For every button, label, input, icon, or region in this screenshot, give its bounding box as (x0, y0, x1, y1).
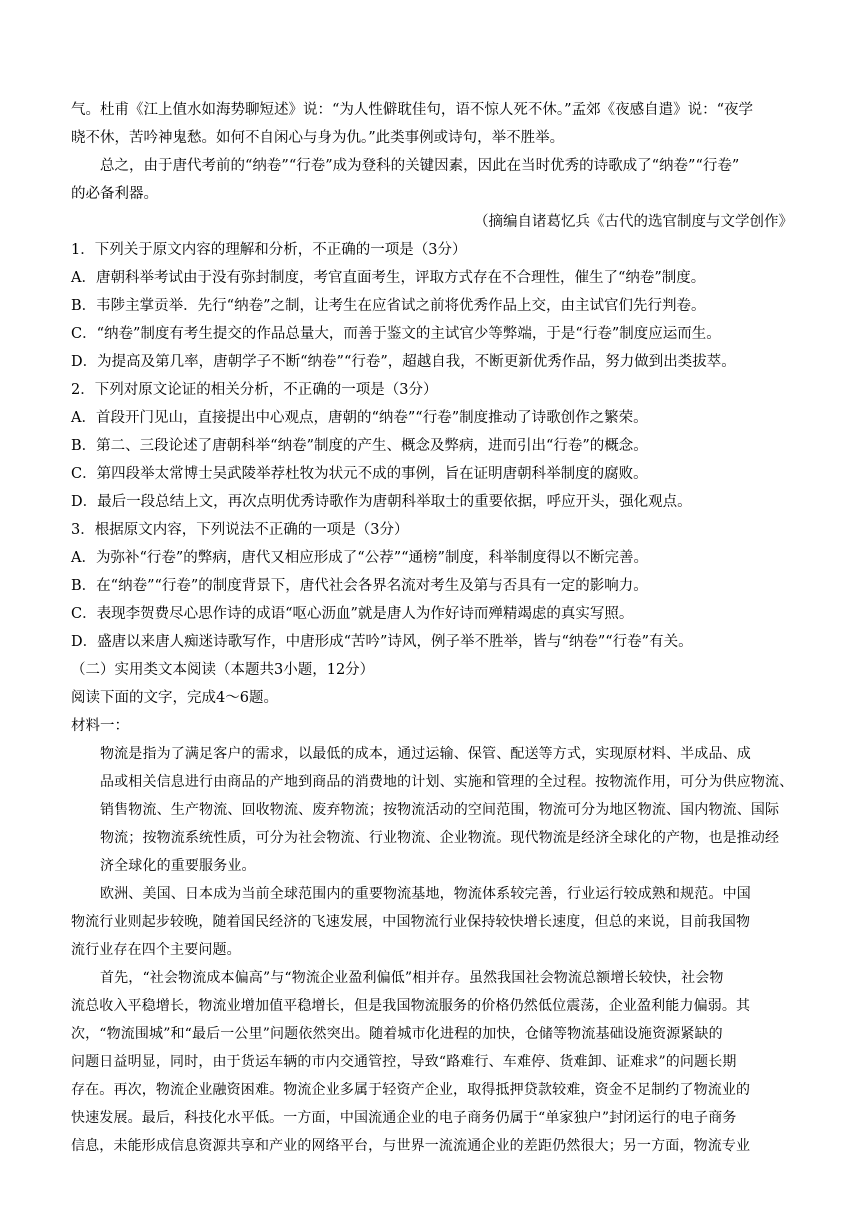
material-line: 物流行业则起步较晚，随着国民经济的飞速发展，中国物流行业保持较快增长速度，但总的来说，目前我国物 (71, 914, 751, 930)
answer-option: B．韦陟主掌贡举．先行“纳卷”之制，让考生在应省试之前将优秀作品上交，由主试官们先行判卷。 (71, 298, 706, 314)
material-label: 材料一： (71, 718, 129, 734)
answer-option: C．第四段举太常博士吴武陵举荐杜牧为状元不成的事例，旨在证明唐朝科举制度的腐败。 (71, 466, 648, 482)
question-1 (71, 236, 793, 376)
material-line: 存在。再次，物流企业融资困难。物流企业多属于轻资产企业，取得抵押贷款较难，资金不足制约了物流业的 (71, 1082, 751, 1098)
question-3 (71, 516, 793, 656)
answer-option: C．表现李贺费尽心思作诗的成语“呕心沥血”就是唐人为作好诗而殚精竭虑的真实写照。 (71, 606, 634, 622)
answer-option: A．唐朝科举考试由于没有弥封制度，考官直面考生，评取方式存在不合理性，催生了“纳卷”制度。 (71, 270, 706, 286)
question-stem: 2．下列对原文论证的相关分析，不正确的一项是（3分） (71, 382, 438, 398)
answer-option: A．为弥补“行卷”的弊病，唐代又相应形成了“公荐”“通榜”制度，科举制度得以不断完善。 (71, 550, 648, 566)
material-line: 信息，未能形成信息资源共享和产业的网络平台，与世界一流流通企业的差距仍然很大；另一方面，物流专业 (71, 1138, 751, 1154)
answer-option: A．首段开门见山，直接提出中心观点，唐朝的“纳卷”“行卷”制度推动了诗歌创作之繁荣。 (71, 410, 648, 426)
material-line: 次，“物流围城”和“最后一公里”问题依然突出。随着城市化进程的加快，仓储等物流基础设施资源紧缺的 (71, 1026, 723, 1042)
answer-option: B．第二、三段论述了唐朝科举“纳卷”制度的产生、概念及弊病，进而引出“行卷”的概念。 (71, 438, 648, 454)
material-line: 品或相关信息进行由商品的产地到商品的消费地的计划、实施和管理的全过程。按物流作用，可分为供应物流、 (100, 774, 794, 790)
answer-option: B．在“纳卷”“行卷”的制度背景下，唐代社会各界名流对考生及第与否具有一定的影响力。 (71, 578, 648, 594)
answer-option: D．为提高及第几率，唐朝学子不断“纳卷”“行卷”，超越自我，不断更新优秀作品，努力做到出类拔萃。 (71, 354, 736, 370)
question-stem: 3．根据原文内容，下列说法不正确的一项是（3分） (71, 522, 409, 538)
question-2 (71, 376, 793, 516)
material-line: 济全球化的重要服务业。 (100, 858, 256, 874)
answer-option: D．盛唐以来唐人痴迷诗歌写作，中唐形成“苦吟”诗风，例子举不胜举，皆与“纳卷”“行卷”有关。 (71, 634, 693, 650)
material-line: 问题日益明显，同时，由于货运车辆的市内交通管控，导致“路难行、车难停、货难卸、证难求”的问题长期 (71, 1054, 737, 1070)
passage-line: 气。杜甫《江上值水如海势聊短述》说：“为人性僻耽佳句，语不惊人死不休。”孟郊《夜感自遣》说：“夜学 (71, 102, 753, 118)
material-line: 快速发展。最后，科技化水平低。一方面，中国流通企业的电子商务仍属于“单家独户”封闭运行的电子商务 (71, 1110, 737, 1126)
material-one-text (71, 740, 793, 1160)
section-instruction: 阅读下面的文字，完成4～6题。 (71, 690, 278, 706)
source-citation: （摘编自诸葛忆兵《古代的选官制度与文学创作》 (474, 214, 793, 230)
answer-option: C．“纳卷”制度有考生提交的作品总量大，而善于鉴文的主试官少等弊端，于是“行卷”制度应运而生。 (71, 326, 721, 342)
material-line: 欧洲、美国、日本成为当前全球范围内的重要物流基地，物流体系较完善，行业运行较成熟和规范。中国 (100, 886, 751, 902)
material-line: 流行业存在四个主要问题。 (71, 942, 241, 958)
material-line: 销售物流、生产物流、回收物流、废弃物流；按物流活动的空间范围，物流可分为地区物流、国内物流、国际 (100, 802, 780, 818)
passage-line: 晓不休，苦吟神鬼愁。如何不自闲心与身为仇。”此类事例或诗句，举不胜举。 (71, 130, 565, 146)
material-line: 物流是指为了满足客户的需求，以最低的成本，通过运输、保管、配送等方式，实现原材料、半成品、成 (100, 746, 751, 762)
material-line: 首先，“社会物流成本偏高”与“物流企业盈利偏低”相并存。虽然我国社会物流总额增长较快，社会物 (100, 970, 724, 986)
material-line: 物流；按物流系统性质，可分为社会物流、行业物流、企业物流。现代物流是经济全球化的产物，也是推动经 (100, 830, 780, 846)
material-line: 流总收入平稳增长，物流业增加值平稳增长，但是我国物流服务的价格仍然低位震荡，企业盈利能力偏弱。其 (71, 998, 751, 1014)
document-page (71, 96, 793, 1160)
answer-option: D．最后一段总结上文，再次点明优秀诗歌作为唐朝科举取士的重要依据，呼应开头，强化观点。 (71, 494, 692, 510)
passage-line: 总之，由于唐代考前的“纳卷”“行卷”成为登科的关键因素，因此在当时优秀的诗歌成了“纳卷”“行卷” (100, 158, 740, 174)
question-stem: 1．下列关于原文内容的理解和分析，不正确的一项是（3分） (71, 242, 467, 258)
passage-line: 的必备利器。 (71, 186, 158, 202)
section-heading: （二）实用类文本阅读（本题共3小题，12分） (71, 662, 375, 678)
